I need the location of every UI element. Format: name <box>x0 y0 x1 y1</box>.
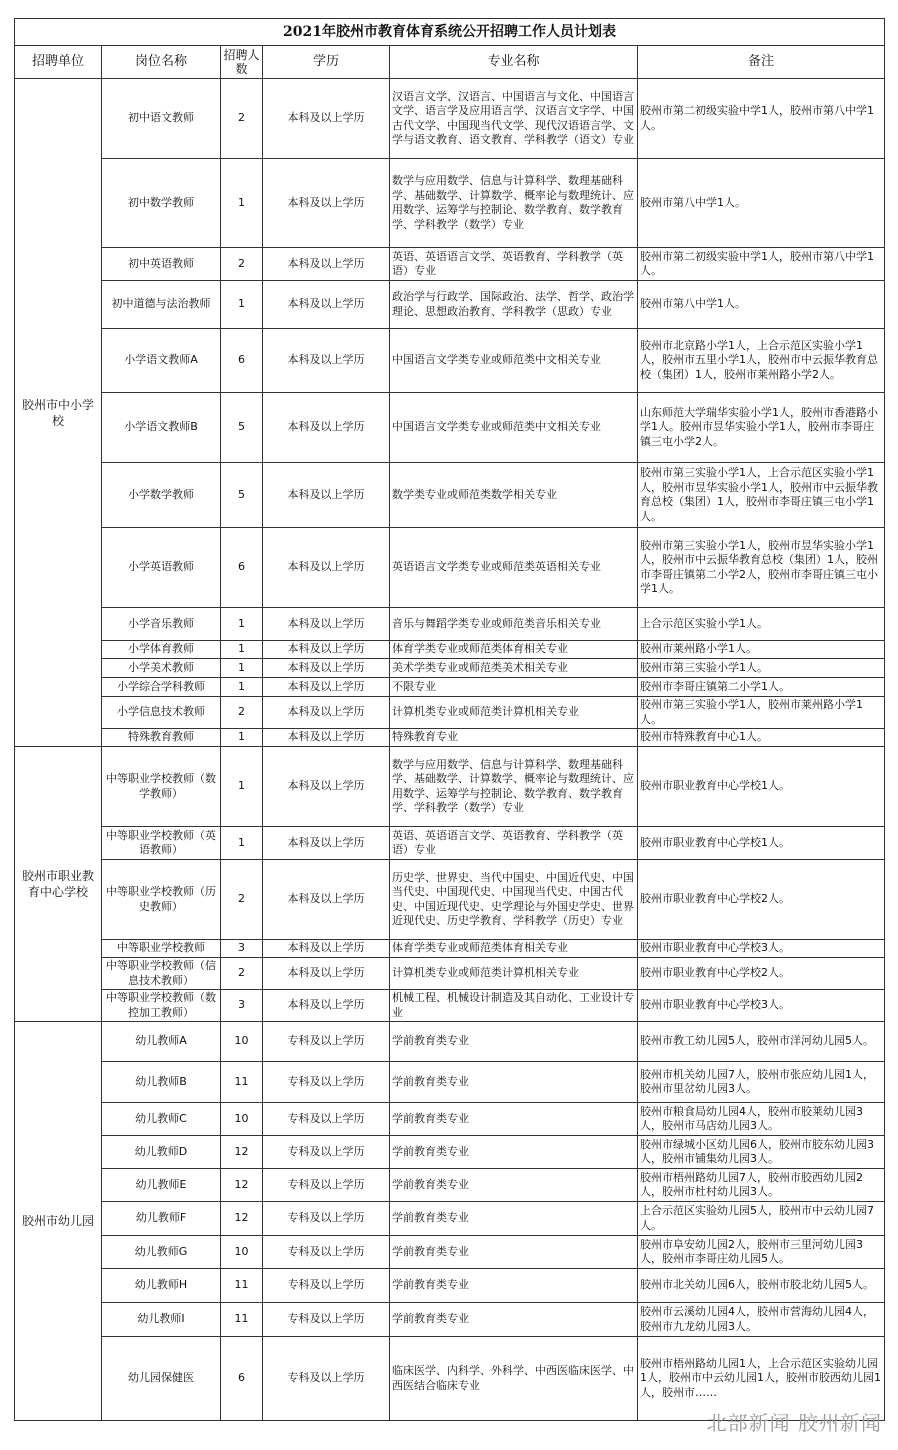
table-row <box>15 281 885 329</box>
major-cell: 数学类专业或师范类数学相关专业 <box>390 463 638 528</box>
major-cell: 体育学类专业或师范类体育相关专业 <box>390 940 638 958</box>
position-cell: 初中道德与法治教师 <box>102 281 221 329</box>
note-cell: 胶州市职业教育中心学校2人。 <box>638 958 885 990</box>
position-cell: 小学音乐教师 <box>102 608 221 641</box>
position-cell: 小学数学教师 <box>102 463 221 528</box>
table-row <box>15 1303 885 1337</box>
count-cell: 2 <box>221 697 263 729</box>
table-row <box>15 860 885 940</box>
position-cell: 特殊教育教师 <box>102 729 221 747</box>
major-cell: 学前教育类专业 <box>390 1303 638 1337</box>
count-cell: 5 <box>221 463 263 528</box>
education-cell: 本科及以上学历 <box>263 958 390 990</box>
count-cell: 11 <box>221 1269 263 1303</box>
table-row <box>15 827 885 860</box>
count-cell: 10 <box>221 1022 263 1062</box>
unit-cell: 胶州市幼儿园 <box>15 1022 102 1421</box>
table-row <box>15 940 885 958</box>
education-cell: 本科及以上学历 <box>263 528 390 608</box>
table-row <box>15 990 885 1022</box>
major-cell: 英语、英语语言文学、英语教育、学科教学（英语）专业 <box>390 827 638 860</box>
table-row <box>15 697 885 729</box>
education-cell: 专科及以上学历 <box>263 1136 390 1169</box>
table-row <box>15 729 885 747</box>
header-education: 学历 <box>263 46 390 79</box>
position-cell: 初中英语教师 <box>102 248 221 281</box>
table-row <box>15 79 885 159</box>
major-cell: 学前教育类专业 <box>390 1269 638 1303</box>
major-cell: 中国语言文学类专业或师范类中文相关专业 <box>390 329 638 393</box>
education-cell: 本科及以上学历 <box>263 827 390 860</box>
major-cell: 学前教育类专业 <box>390 1136 638 1169</box>
watermark-text: 北部新闻 胶州新闻 <box>706 1411 882 1435</box>
position-cell: 小学美术教师 <box>102 659 221 678</box>
position-cell: 初中语文教师 <box>102 79 221 159</box>
table-row <box>15 248 885 281</box>
education-cell: 本科及以上学历 <box>263 329 390 393</box>
major-cell: 学前教育类专业 <box>390 1202 638 1236</box>
note-cell: 胶州市职业教育中心学校3人。 <box>638 940 885 958</box>
header-count: 招聘人数 <box>221 46 263 79</box>
major-cell: 临床医学、内科学、外科学、中西医临床医学、中西医结合临床专业 <box>390 1337 638 1421</box>
education-cell: 本科及以上学历 <box>263 393 390 463</box>
education-cell: 本科及以上学历 <box>263 608 390 641</box>
education-cell: 本科及以上学历 <box>263 697 390 729</box>
education-cell: 专科及以上学历 <box>263 1236 390 1269</box>
note-cell: 胶州市粮食局幼儿园4人，胶州市胶莱幼儿园3人，胶州市马店幼儿园3人。 <box>638 1103 885 1136</box>
position-cell: 幼儿教师D <box>102 1136 221 1169</box>
recruitment-plan-sheet <box>14 18 884 1421</box>
note-cell: 胶州市职业教育中心学校1人。 <box>638 827 885 860</box>
position-cell: 小学综合学科教师 <box>102 678 221 697</box>
major-cell: 中国语言文学类专业或师范类中文相关专业 <box>390 393 638 463</box>
count-cell: 10 <box>221 1103 263 1136</box>
note-cell: 胶州市教工幼儿园5人，胶州市洋河幼儿园5人。 <box>638 1022 885 1062</box>
unit-cell: 胶州市职业教育中心学校 <box>15 747 102 1022</box>
major-cell: 计算机类专业或师范类计算机相关专业 <box>390 697 638 729</box>
position-cell: 幼儿教师E <box>102 1169 221 1202</box>
note-cell: 胶州市梧州路幼儿园7人，胶州市胶西幼儿园2人，胶州市杜村幼儿园3人。 <box>638 1169 885 1202</box>
major-cell: 音乐与舞蹈学类专业或师范类音乐相关专业 <box>390 608 638 641</box>
major-cell: 学前教育类专业 <box>390 1169 638 1202</box>
count-cell: 1 <box>221 608 263 641</box>
major-cell: 计算机类专业或师范类计算机相关专业 <box>390 958 638 990</box>
note-cell: 胶州市北京路小学1人，上合示范区实验小学1人，胶州市五里小学1人，胶州市中云振华教育总校（集团）1人，胶州市莱州路小学2人。 <box>638 329 885 393</box>
education-cell: 专科及以上学历 <box>263 1022 390 1062</box>
education-cell: 本科及以上学历 <box>263 678 390 697</box>
table-row <box>15 463 885 528</box>
major-cell: 学前教育类专业 <box>390 1103 638 1136</box>
note-cell: 胶州市第三实验小学1人。 <box>638 659 885 678</box>
note-cell: 胶州市阜安幼儿园2人，胶州市三里河幼儿园3人，胶州市李哥庄幼儿园5人。 <box>638 1236 885 1269</box>
header-position: 岗位名称 <box>102 46 221 79</box>
note-cell: 胶州市职业教育中心学校2人。 <box>638 860 885 940</box>
education-cell: 本科及以上学历 <box>263 729 390 747</box>
note-cell: 胶州市云溪幼儿园4人，胶州市营海幼儿园4人，胶州市九龙幼儿园3人。 <box>638 1303 885 1337</box>
position-cell: 小学信息技术教师 <box>102 697 221 729</box>
major-cell: 美术学类专业或师范类美术相关专业 <box>390 659 638 678</box>
count-cell: 5 <box>221 393 263 463</box>
position-cell: 小学体育教师 <box>102 641 221 659</box>
table-row <box>15 1169 885 1202</box>
note-cell: 胶州市职业教育中心学校3人。 <box>638 990 885 1022</box>
education-cell: 本科及以上学历 <box>263 860 390 940</box>
major-cell: 数学与应用数学、信息与计算科学、数理基础科学、基础数学、计算数学、概率论与数理统计、应用数学、运筹学与控制论、数学教育、数学教育学、学科教学（数学）专业 <box>390 747 638 827</box>
note-cell: 山东师范大学瑞华实验小学1人，胶州市香港路小学1人。胶州市昱华实验小学1人，胶州市李哥庄镇三屯小学2人。 <box>638 393 885 463</box>
count-cell: 11 <box>221 1062 263 1103</box>
education-cell: 本科及以上学历 <box>263 281 390 329</box>
count-cell: 2 <box>221 958 263 990</box>
education-cell: 专科及以上学历 <box>263 1103 390 1136</box>
count-cell: 12 <box>221 1169 263 1202</box>
note-cell: 胶州市第八中学1人。 <box>638 281 885 329</box>
note-cell: 胶州市第三实验小学1人，上合示范区实验小学1人，胶州市昱华实验小学1人，胶州市中云振华教育总校（集团）1人，胶州市李哥庄镇三屯小学1人。 <box>638 463 885 528</box>
position-cell: 幼儿教师A <box>102 1022 221 1062</box>
position-cell: 幼儿教师B <box>102 1062 221 1103</box>
education-cell: 专科及以上学历 <box>263 1202 390 1236</box>
major-cell: 数学与应用数学、信息与计算科学、数理基础科学、基础数学、计算数学、概率论与数理统计、应用数学、运筹学与控制论、数学教育、数学教育学、学科教学（数学）专业 <box>390 159 638 248</box>
education-cell: 专科及以上学历 <box>263 1269 390 1303</box>
note-cell: 胶州市第三实验小学1人，胶州市莱州路小学1人。 <box>638 697 885 729</box>
position-cell: 幼儿教师G <box>102 1236 221 1269</box>
note-cell: 胶州市第八中学1人。 <box>638 159 885 248</box>
count-cell: 3 <box>221 990 263 1022</box>
major-cell: 学前教育类专业 <box>390 1236 638 1269</box>
table-row <box>15 678 885 697</box>
major-cell: 英语语言文学类专业或师范类英语相关专业 <box>390 528 638 608</box>
education-cell: 本科及以上学历 <box>263 463 390 528</box>
position-cell: 幼儿教师H <box>102 1269 221 1303</box>
note-cell: 胶州市李哥庄镇第二小学1人。 <box>638 678 885 697</box>
note-cell: 胶州市职业教育中心学校1人。 <box>638 747 885 827</box>
education-cell: 专科及以上学历 <box>263 1303 390 1337</box>
major-cell: 不限专业 <box>390 678 638 697</box>
education-cell: 本科及以上学历 <box>263 79 390 159</box>
position-cell: 幼儿园保健医 <box>102 1337 221 1421</box>
table-row <box>15 393 885 463</box>
note-cell: 胶州市机关幼儿园7人，胶州市张应幼儿园1人，胶州市里岔幼儿园3人。 <box>638 1062 885 1103</box>
count-cell: 2 <box>221 248 263 281</box>
note-cell: 胶州市莱州路小学1人。 <box>638 641 885 659</box>
position-cell: 小学语文教师B <box>102 393 221 463</box>
count-cell: 1 <box>221 281 263 329</box>
table-row <box>15 958 885 990</box>
table-row <box>15 659 885 678</box>
education-cell: 本科及以上学历 <box>263 159 390 248</box>
header-unit: 招聘单位 <box>15 46 102 79</box>
header-note: 备注 <box>638 46 885 79</box>
count-cell: 6 <box>221 1337 263 1421</box>
note-cell: 胶州市绿城小区幼儿园6人，胶州市胶东幼儿园3人，胶州市铺集幼儿园3人。 <box>638 1136 885 1169</box>
position-cell: 幼儿教师I <box>102 1303 221 1337</box>
education-cell: 本科及以上学历 <box>263 990 390 1022</box>
count-cell: 6 <box>221 528 263 608</box>
note-cell: 胶州市北关幼儿园6人，胶州市胶北幼儿园5人。 <box>638 1269 885 1303</box>
table-row <box>15 747 885 827</box>
count-cell: 10 <box>221 1236 263 1269</box>
note-cell: 上合示范区实验幼儿园5人，胶州市中云幼儿园7人。 <box>638 1202 885 1236</box>
position-cell: 小学语文教师A <box>102 329 221 393</box>
count-cell: 12 <box>221 1202 263 1236</box>
education-cell: 本科及以上学历 <box>263 659 390 678</box>
note-cell: 胶州市第二初级实验中学1人，胶州市第八中学1人。 <box>638 248 885 281</box>
position-cell: 中等职业学校教师（历史教师） <box>102 860 221 940</box>
education-cell: 专科及以上学历 <box>263 1062 390 1103</box>
count-cell: 1 <box>221 747 263 827</box>
education-cell: 专科及以上学历 <box>263 1337 390 1421</box>
note-cell: 上合示范区实验小学1人。 <box>638 608 885 641</box>
major-cell: 学前教育类专业 <box>390 1022 638 1062</box>
count-cell: 1 <box>221 641 263 659</box>
table-body <box>15 79 885 1421</box>
major-cell: 政治学与行政学、国际政治、法学、哲学、政治学理论、思想政治教育、学科教学（思政）专业 <box>390 281 638 329</box>
table-row <box>15 1236 885 1269</box>
major-cell: 历史学、世界史、当代中国史、中国近代史、中国当代史、中国现代史、中国现当代史、中国古代史、中国近现代史、史学理论与外国史学史、世界近现代史、历史学教育、学科教学（历史）专业 <box>390 860 638 940</box>
table-row <box>15 159 885 248</box>
position-cell: 中等职业学校教师（数控加工教师） <box>102 990 221 1022</box>
education-cell: 本科及以上学历 <box>263 747 390 827</box>
page-title: 2021年胶州市教育体育系统公开招聘工作人员计划表 <box>15 19 885 46</box>
table-row <box>15 641 885 659</box>
header-major: 专业名称 <box>390 46 638 79</box>
position-cell: 小学英语教师 <box>102 528 221 608</box>
note-cell: 胶州市特殊教育中心1人。 <box>638 729 885 747</box>
count-cell: 11 <box>221 1303 263 1337</box>
table-row <box>15 1062 885 1103</box>
position-cell: 中等职业学校教师 <box>102 940 221 958</box>
count-cell: 1 <box>221 729 263 747</box>
count-cell: 1 <box>221 827 263 860</box>
table-row <box>15 608 885 641</box>
table-row <box>15 1269 885 1303</box>
unit-cell: 胶州市中小学校 <box>15 79 102 747</box>
table-row <box>15 329 885 393</box>
recruitment-table <box>14 18 885 1421</box>
count-cell: 6 <box>221 329 263 393</box>
count-cell: 1 <box>221 159 263 248</box>
major-cell: 汉语言文学、汉语言、中国语言与文化、中国语言文学、语言学及应用语言学、汉语言文字学、中国古代文学、中国现当代文学、现代汉语语言学、文学与语文教育、语文教育、学科教学（语文）专业 <box>390 79 638 159</box>
position-cell: 初中数学教师 <box>102 159 221 248</box>
count-cell: 1 <box>221 659 263 678</box>
position-cell: 中等职业学校教师（英语教师） <box>102 827 221 860</box>
position-cell: 中等职业学校教师（数学教师） <box>102 747 221 827</box>
position-cell: 幼儿教师F <box>102 1202 221 1236</box>
table-row <box>15 528 885 608</box>
major-cell: 体育学类专业或师范类体育相关专业 <box>390 641 638 659</box>
education-cell: 本科及以上学历 <box>263 940 390 958</box>
education-cell: 本科及以上学历 <box>263 641 390 659</box>
count-cell: 2 <box>221 860 263 940</box>
education-cell: 专科及以上学历 <box>263 1169 390 1202</box>
major-cell: 特殊教育专业 <box>390 729 638 747</box>
position-cell: 幼儿教师C <box>102 1103 221 1136</box>
count-cell: 1 <box>221 678 263 697</box>
major-cell: 英语、英语语言文学、英语教育、学科教学（英语）专业 <box>390 248 638 281</box>
education-cell: 本科及以上学历 <box>263 248 390 281</box>
position-cell: 中等职业学校教师（信息技术教师） <box>102 958 221 990</box>
major-cell: 学前教育类专业 <box>390 1062 638 1103</box>
table-row <box>15 1136 885 1169</box>
table-row <box>15 1103 885 1136</box>
table-row <box>15 1022 885 1062</box>
note-cell: 胶州市梧州路幼儿园1人，上合示范区实验幼儿园1人，胶州市中云幼儿园1人，胶州市胶西幼儿园1人，胶州市…… <box>638 1337 885 1421</box>
count-cell: 12 <box>221 1136 263 1169</box>
count-cell: 3 <box>221 940 263 958</box>
note-cell: 胶州市第二初级实验中学1人，胶州市第八中学1人。 <box>638 79 885 159</box>
note-cell: 胶州市第三实验小学1人，胶州市昱华实验小学1人，胶州市中云振华教育总校（集团）1人，胶州市李哥庄镇第二小学2人，胶州市李哥庄镇三屯小学1人。 <box>638 528 885 608</box>
major-cell: 机械工程、机械设计制造及其自动化、工业设计专业 <box>390 990 638 1022</box>
table-row <box>15 1202 885 1236</box>
count-cell: 2 <box>221 79 263 159</box>
